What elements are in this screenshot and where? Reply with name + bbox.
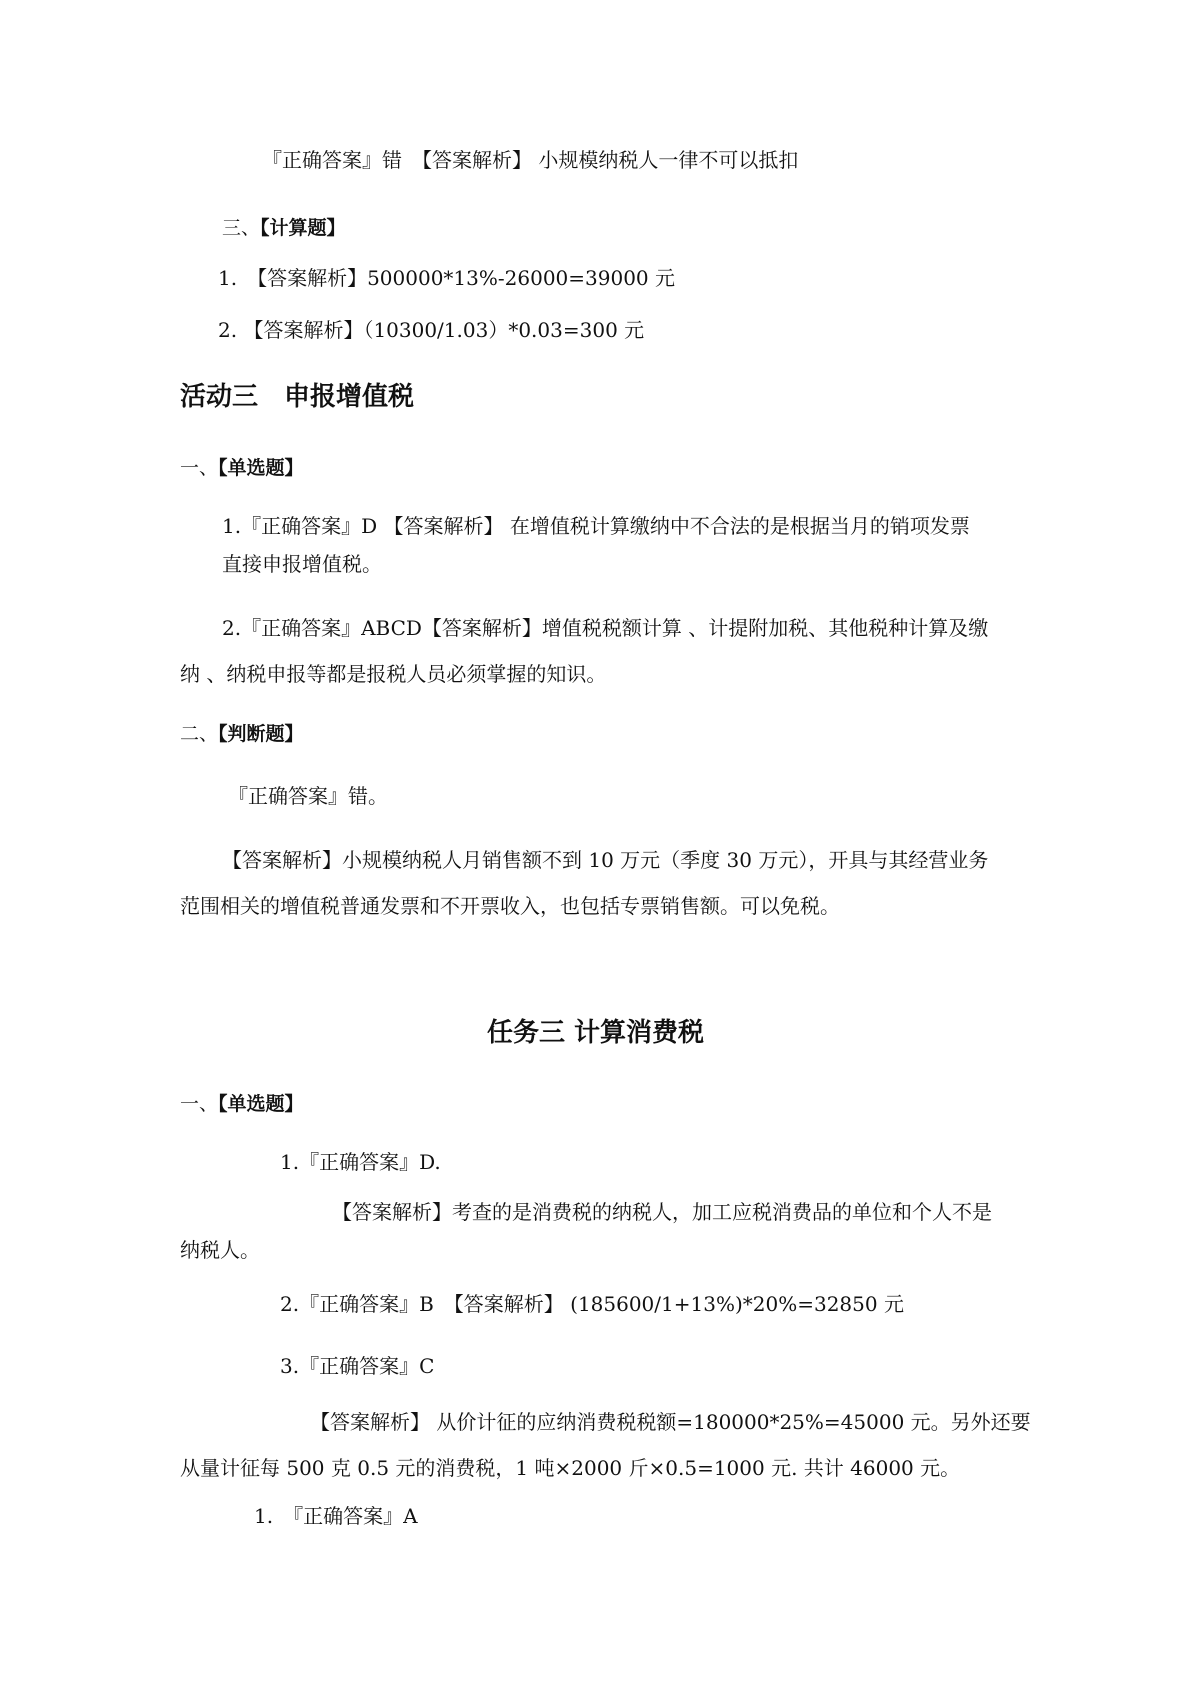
section-number: 一、 [180,457,219,479]
section-heading-single-choice [180,454,304,482]
section-heading-true-false [180,720,304,748]
single-q1-line1: 1.『正确答案』D 【答案解析】 在增值税计算缴纳中不合法的是根据当月的销项发票 [222,514,970,538]
section-label: 【判断题】 [218,723,304,745]
task-q2: 2.『正确答案』B 【答案解析】 (185600/1+13%)*20%=32850 元 [280,1292,904,1316]
section-number: 二、 [180,723,219,745]
section-number: 一、 [180,1093,219,1115]
task-q3-answer: 3.『正确答案』C [280,1354,435,1378]
calc-item-1: 1. 【答案解析】500000*13%-26000=39000 元 [218,266,676,290]
answer-line-true-false: 『正确答案』错 【答案解析】 小规模纳税人一律不可以抵扣 [262,148,799,172]
single-q2-line1: 2.『正确答案』ABCD【答案解析】增值税税额计算 、计提附加税、其他税种计算及缴 [222,616,989,640]
section-number: 三、 [222,217,261,239]
task-q1-analysis-line2: 纳税人。 [180,1238,260,1262]
single-q2-line2: 纳 、纳税申报等都是报税人员必须掌握的知识。 [180,662,607,686]
section-heading-single-choice [180,1090,304,1118]
activity-title: 活动三 申报增值税 [180,382,415,412]
task-title: 任务三 计算消费税 [486,1018,705,1048]
judge-analysis-line1: 【答案解析】小规模纳税人月销售额不到 10 万元（季度 30 万元），开具与其经营业务 [222,848,989,872]
task-q1-analysis-line1: 【答案解析】考查的是消费税的纳税人，加工应税消费品的单位和个人不是 [332,1200,992,1224]
section-label: 【单选题】 [218,457,304,479]
judge-analysis-line2: 范围相关的增值税普通发票和不开票收入，也包括专票销售额。可以免税。 [180,894,840,918]
task-next-answer: 1. 『正确答案』A [254,1504,418,1528]
task-q3-analysis-line2: 从量计征每 500 克 0.5 元的消费税，1 吨×2000 斤×0.5=1000 元. 共计 46000 元。 [180,1456,961,1480]
calc-item-2: 2. 【答案解析】（10300/1.03）*0.03=300 元 [218,318,645,342]
single-q1-line2: 直接申报增值税。 [222,552,382,576]
task-q1-answer: 1.『正确答案』D. [280,1150,441,1174]
task-q3-analysis-line1: 【答案解析】 从价计征的应纳消费税税额=180000*25%=45000 元。另外还要 [310,1410,1031,1434]
section-label: 【单选题】 [218,1093,304,1115]
section-heading-calculation [222,214,346,242]
judge-answer: 『正确答案』错。 [228,784,388,808]
section-label: 【计算题】 [260,217,346,239]
